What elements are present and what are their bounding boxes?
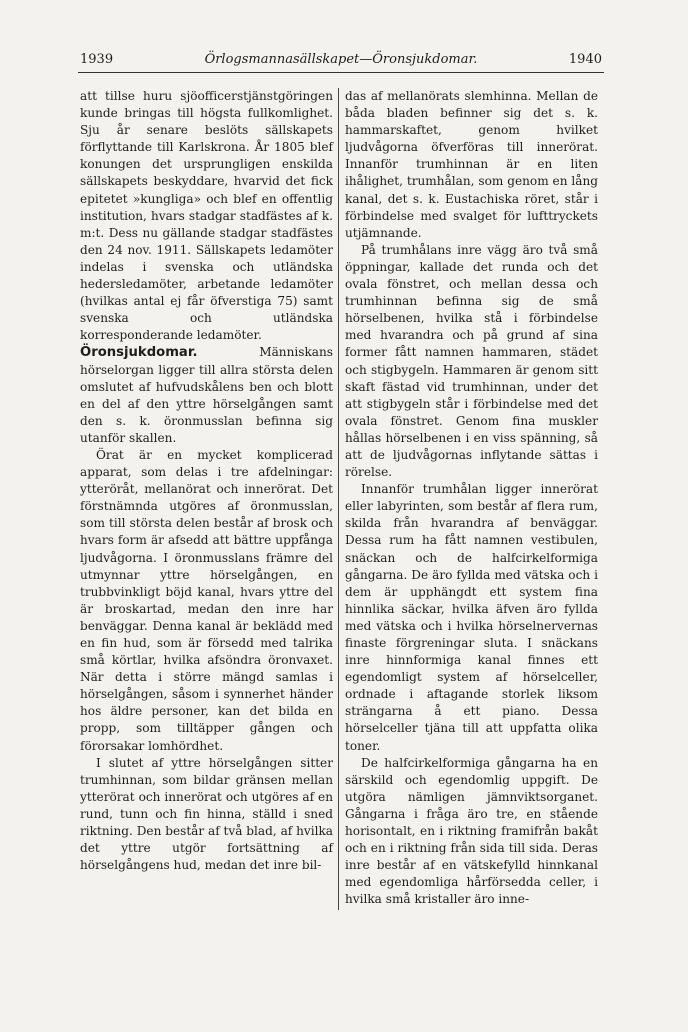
page-number-right: 1940 (568, 52, 602, 67)
running-title: Örlogsmannasällskapet—Öronsjukdomar. (204, 52, 478, 67)
page-number-left: 1939 (80, 52, 114, 67)
left-column (80, 88, 333, 874)
paragraph: I slutet af yttre hörselgången sitter trumhinnan, som bildar gränsen mellan ytterörat och innerörat och utgöres af en rund, tunn och fin hinna, ställd i sned riktning. Den består af två blad, af hvilka det yttre utgör fortsättning af hörselgångens hud, medan det inre bil- (80, 755, 333, 873)
entry-paragraph (80, 344, 333, 447)
column-divider (338, 88, 339, 910)
paragraph: De halfcirkelformiga gångarna ha en särskild och egendomlig uppgift. De utgöra nämligen jämnviktsorganet. Gångarna i fråga äro tre, en stående horisontalt, en i riktning framifrån bakåt och en i riktning från sida till sida. Deras inre består af en vätskefylld hinnkanal med egendomliga hårförsedda celler, i hvilka små kristaller äro inne- (345, 755, 598, 907)
paragraph: Örat är en mycket komplicerad apparat, som delas i tre afdelningar: ytteröråt, mellanörat och innerörat. Det förstnämnda utgöres af öronmusslan, som till största delen består af brosk och hvars form är afsedd att bättre uppfånga ljudvågorna. I öronmusslans främre del utmynnar yttre hörselgången, en trubbvinkligt böjd kanal, hvars yttre del är broskartad, medan den inre har benväggar. Denna kanal är beklädd med en fin hud, som är försedd med talrika små körtlar, hvilka afsöndra öronvaxet. När detta i större mängd samlas i hörselgången, såsom i synnerhet händer hos äldre personer, kan det bilda en propp, som tilltäpper gången och förorsakar lomhördhet. (80, 447, 333, 753)
paragraph: På trumhålans inre vägg äro två små öppningar, kallade det runda och det ovala fönstret, och mellan dessa och trumhinnan befinna sig de små hörselbenen, hvilka stå i förbindelse med hvarandra och på grund af sina former fått namnen hammaren, städet och stigbygeln. Hammaren är genom sitt skaft fästad vid trumhinnan, under det att stigbygeln står i förbindelse med det ovala fönstret. Genom fina muskler hållas hörselbenen i en viss spänning, så att de ljudvågornas inflytande sättas i rörelse. (345, 242, 598, 480)
paragraph: att tillse huru sjöofficerstjänstgöringen kunde bringas till högsta fullkomlighet. Sju år senare beslöts sällskapets förflyttande till Karlskrona. År 1805 blef konungen det ursprungligen enskilda sällskapets beskyddare, hvarvid det fick epitetet »kungliga» och blef en offentlig institution, hvars stadgar stadfästes af k. m:t. Dess nu gällande stadgar stadfästes den 24 nov. 1911. Sällskapets ledamöter indelas i svenska och utländska hedersledamöter, arbetande ledamöter (hvilkas antal ej får öfverstiga 75) samt svenska och utländska korresponderande ledamöter. (80, 89, 333, 343)
right-column (345, 88, 598, 909)
entry-text: Människans hörselorgan ligger till allra största delen omslutet af hufvudskålens ben och blott en del af den yttre hörselgången samt den s. k. öronmusslan befinna sig utanför skallen. (80, 345, 333, 445)
entry-headword: Öronsjukdomar. (80, 345, 198, 361)
paragraph: Innanför trumhålan ligger innerörat eller labyrinten, som består af flera rum, skilda från hvarandra af benväggar. Dessa rum ha fått namnen vestibulen, snäckan och de halfcirkelformiga gångarna. De äro fyllda med vätska och i dem är upphängdt ett system fina hinnlika säckar, hvilka äfven äro fyllda med vätska och i hvilka hörselnervernas finaste förgreningar sluta. I snäckans inre hinnformiga kanal finnes ett egendomligt system af hörselceller, ordnade i aftagande storlek liksom strängarna å ett piano. Dessa hörselceller tjäna till att uppfatta olika toner. (345, 482, 598, 753)
header-rule (78, 72, 604, 73)
paragraph: das af mellanörats slemhinna. Mellan de båda bladen befinner sig det s. k. hammarskaftet, genom hvilket ljudvågorna öfverföras till innerörat. Innanför trumhinnan är en liten ihålighet, trumhålan, som genom en lång kanal, det s. k. Eustachiska röret, står i förbindelse med svalget för lufttryckets utjämnande. (345, 89, 598, 240)
running-header (80, 50, 602, 70)
